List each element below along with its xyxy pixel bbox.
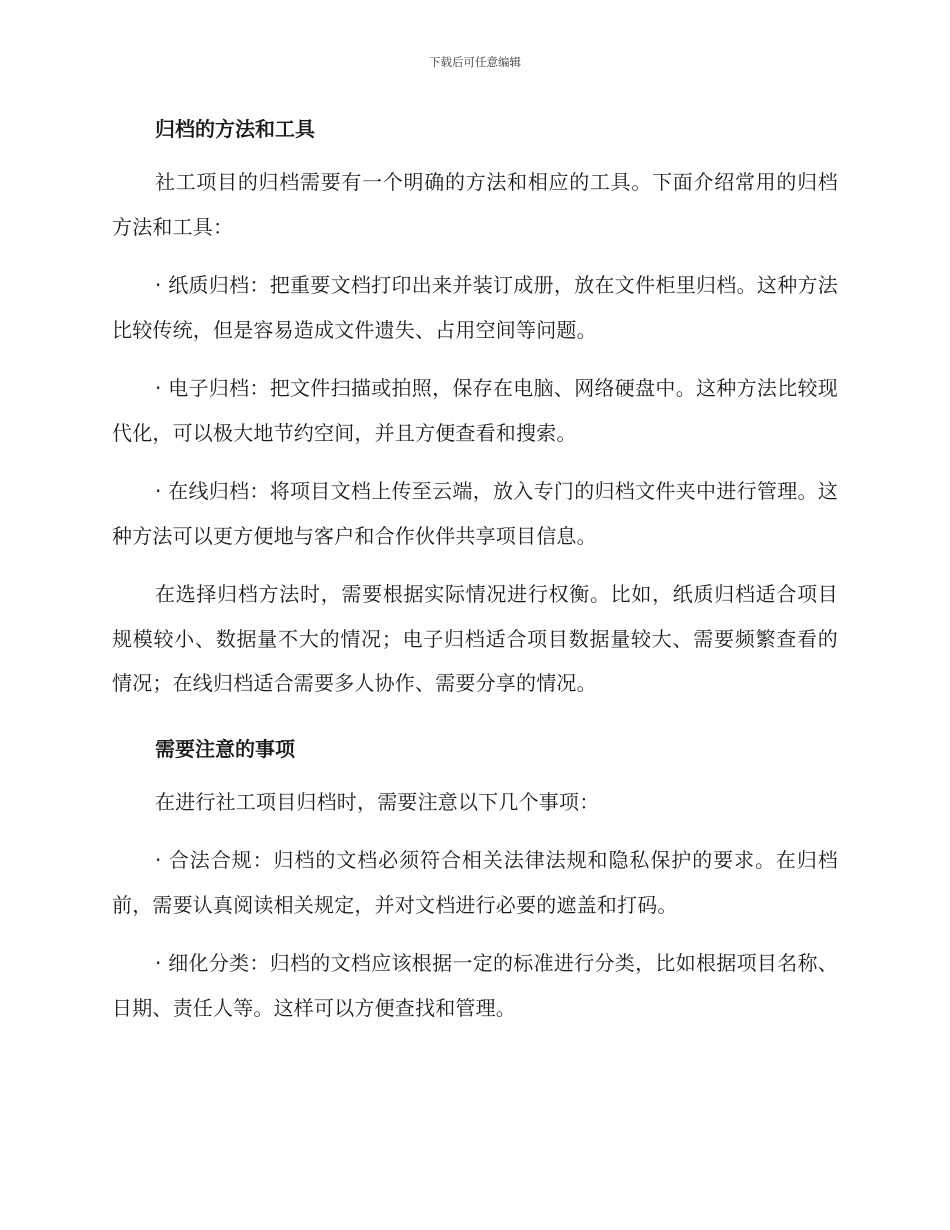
paragraph-electronic-archiving: · 电子归档：把文件扫描或拍照，保存在电脑、网络硬盘中。这种方法比较现代化，可以极大地节约空间，并且方便查看和搜索。 [112,376,838,445]
document-body [112,112,838,1030]
header-note: 下载后可任意编辑 [429,55,521,69]
paragraph-detailed-classification: · 细化分类：归档的文档应该根据一定的标准进行分类，比如根据项目名称、日期、责任人等。这样可以方便查找和管理。 [112,951,838,1020]
paragraph-legal-compliance: · 合法合规：归档的文档必须符合相关法律法规和隐私保护的要求。在归档前，需要认真阅读相关规定，并对文档进行必要的遮盖和打码。 [112,848,838,917]
paragraph-paper-archiving: · 纸质归档：把重要文档打印出来并装订成册，放在文件柜里归档。这种方法比较传统，但是容易造成文件遗失、占用空间等问题。 [112,273,838,342]
paragraph-intro-methods: 社工项目的归档需要有一个明确的方法和相应的工具。下面介绍常用的归档方法和工具： [112,170,838,239]
paragraph-online-archiving: · 在线归档：将项目文档上传至云端，放入专门的归档文件夹中进行管理。这种方法可以更方便地与客户和合作伙伴共享项目信息。 [112,479,838,548]
section-heading-precautions: 需要注意的事项 [155,736,295,761]
paragraph-choosing-method: 在选择归档方法时，需要根据实际情况进行权衡。比如，纸质归档适合项目规模较小、数据量不大的情况；电子归档适合项目数据量较大、需要频繁查看的情况；在线归档适合需要多人协作、需要分享的情况。 [112,582,838,695]
paragraph-intro-precautions: 在进行社工项目归档时，需要注意以下几个事项： [155,789,600,814]
section-heading-archiving-methods: 归档的方法和工具 [155,117,315,141]
